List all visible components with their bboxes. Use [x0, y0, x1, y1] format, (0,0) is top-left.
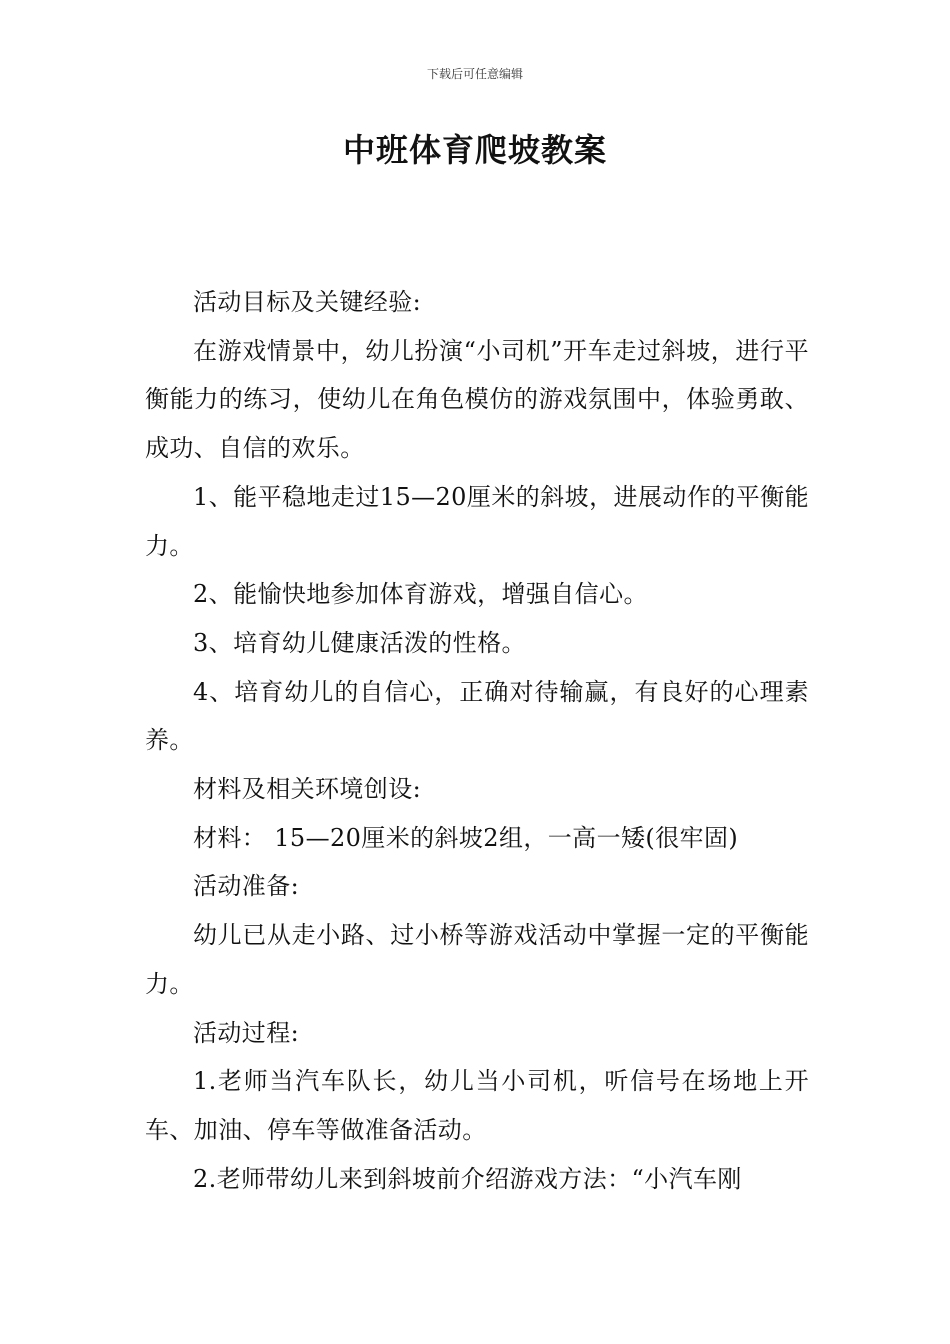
section-heading-preparation: 活动准备:	[193, 872, 300, 901]
header-note: 下载后可任意编辑	[426, 67, 523, 81]
objective-item-1: 1、能平稳地走过15—20厘米的斜坡，进展动作的平衡能力。	[145, 482, 809, 560]
document-title: 中班体育爬坡教案	[342, 131, 607, 169]
objective-item-3: 3、培育幼儿健康活泼的性格。	[193, 628, 526, 657]
preparation-text: 幼儿已从走小路、过小桥等游戏活动中掌握一定的平衡能力。	[145, 921, 809, 998]
materials-line: 材料： 15—20厘米的斜坡2组，一高一矮(很牢固)	[193, 823, 739, 852]
document-body	[145, 278, 809, 1203]
paragraph-intro: 在游戏情景中，幼儿扮演“小司机”开车走过斜坡，进行平衡能力的练习，使幼儿在角色模仿的游戏氛围中，体验勇敢、成功、自信的欢乐。	[145, 336, 809, 463]
section-heading-materials: 材料及相关环境创设:	[193, 775, 422, 804]
objective-item-4: 4、培育幼儿的自信心，正确对待输赢，有良好的心理素养。	[145, 677, 809, 755]
section-heading-objectives: 活动目标及关键经验:	[193, 288, 422, 316]
section-heading-process: 活动过程:	[193, 1018, 300, 1047]
process-step-2: 2.老师带幼儿来到斜坡前介绍游戏方法：“小汽车刚	[193, 1164, 742, 1193]
process-step-1: 1.老师当汽车队长，幼儿当小司机，听信号在场地上开车、加油、停车等做准备活动。	[145, 1067, 809, 1144]
objective-item-2: 2、能愉快地参加体育游戏，增强自信心。	[193, 580, 648, 609]
